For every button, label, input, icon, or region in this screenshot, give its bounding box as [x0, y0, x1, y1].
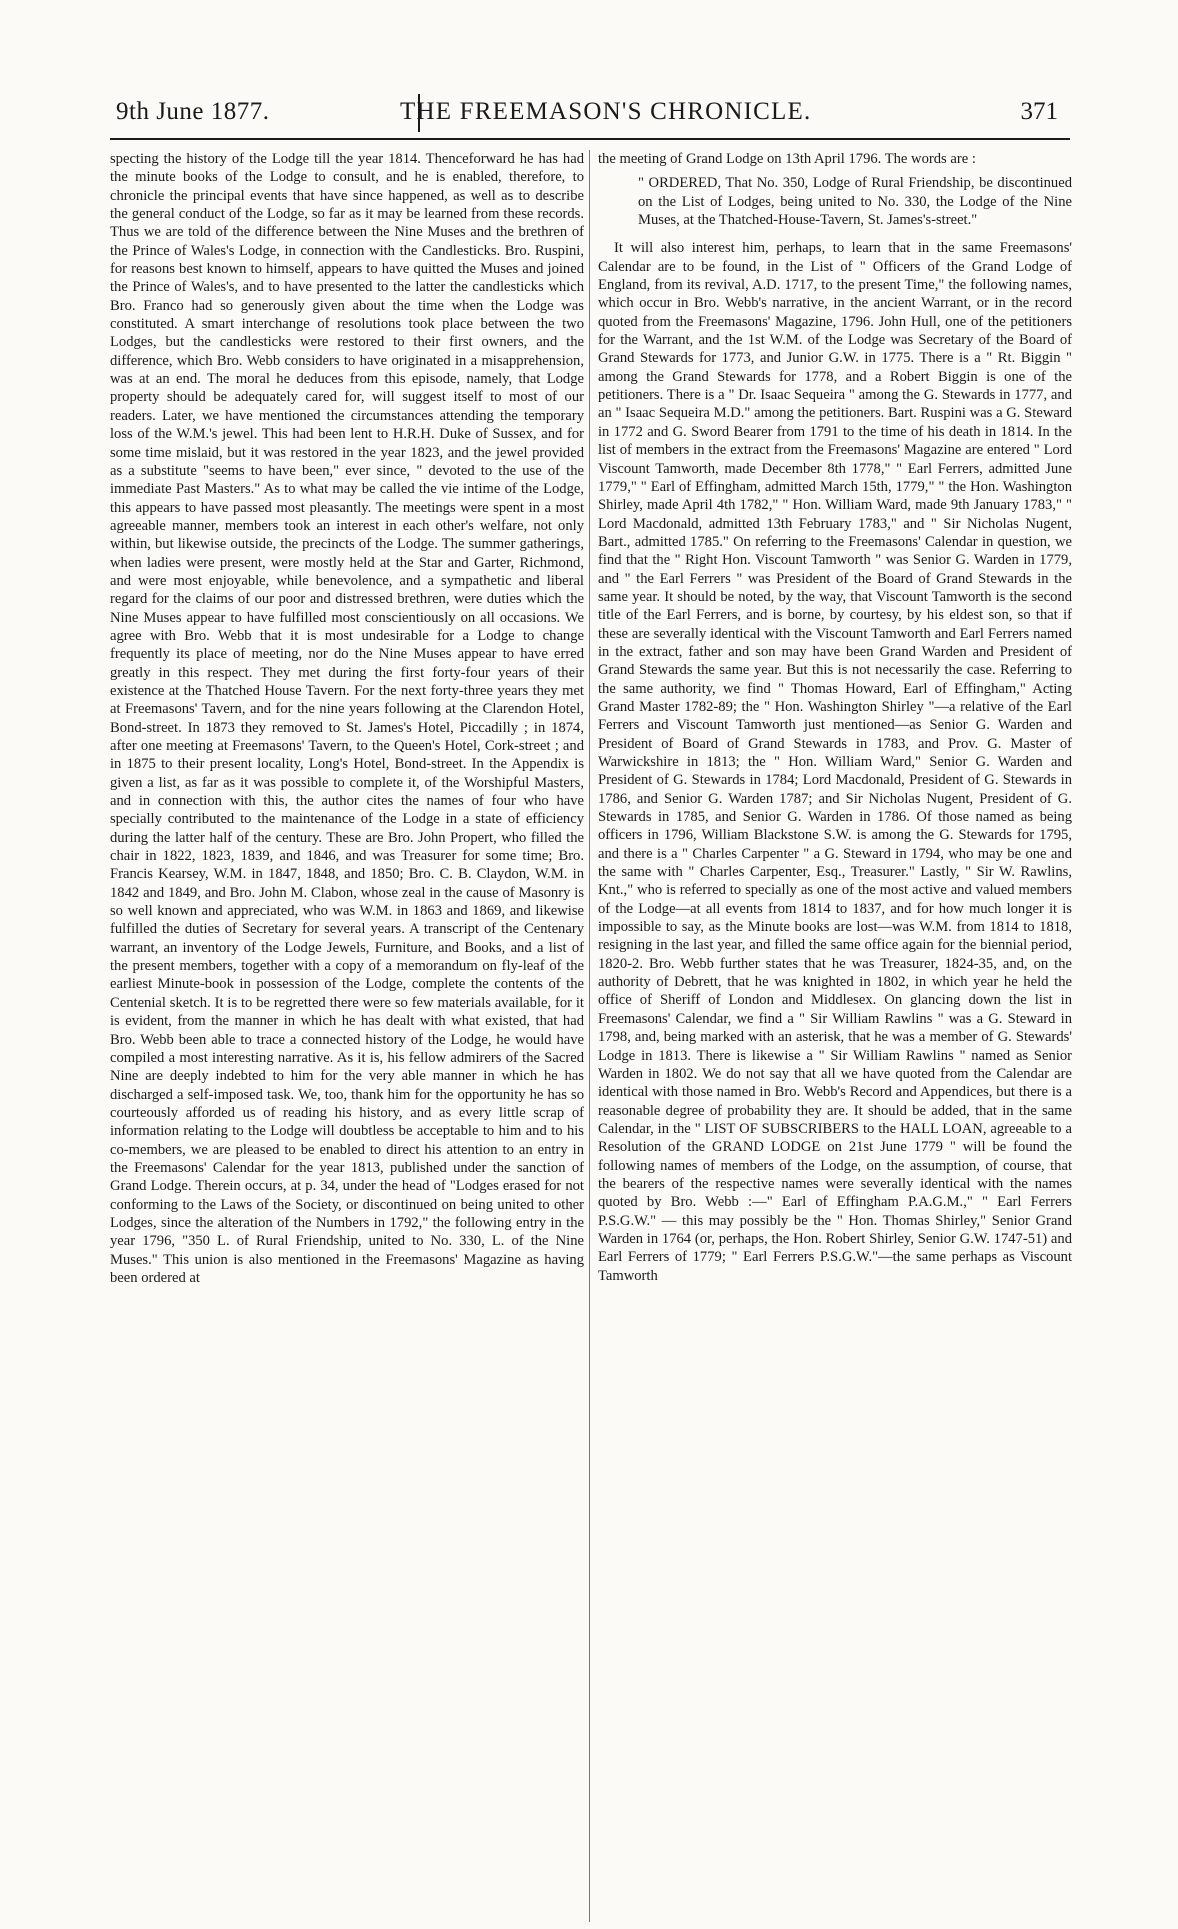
grand-lodge-order-quote: " ORDERED, That No. 350, Lodge of Rural Friendship, be discontinued on the List of Lodges, being united to No. 330, the Lodge of the Nine Muses, at the Thatched-House-Tavern, St. James's-street." [638, 175, 1072, 229]
left-column [110, 150, 584, 1922]
page-number: 371 [1020, 98, 1058, 125]
left-paragraph-1: specting the history of the Lodge till the year 1814. Thenceforward he has had the minute books of the Lodge to consult, and he is enabled, therefore, to chronicle the principal events that have since happened, as well as to describe the general conduct of the Lodge, so far as it may be learned from these records. Thus we are told of the difference between the Nine Muses and the brethren of the Prince of Wales's Lodge, in connection with the Candlesticks. Bro. Ruspini, for reasons best known to himself, appears to have quitted the Muses and joined the Prince of Wales's, and to have presented to the latter the candlesticks which Bro. Franco had so generously given about the time when the Lodge was constituted. A smart interchange of resolutions took place between the two Lodges, but the candlesticks were restored to their first owners, and the difference, which Bro. Webb considers to have originated in a misapprehension, was at an end. The moral he deduces from this episode, namely, that Lodge property should be adequately cared for, will suggest itself to most of our readers. Later, we have mentioned the circumstances attending the temporary loss of the W.M.'s jewel. This had been lent to H.R.H. Duke of Sussex, and for some time mislaid, but it was restored in the year 1823, and the jewel provided as a substitute "seems to have been," ever since, " devoted to the use of the immediate Past Masters." As to what may be called the vie intime of the Lodge, this appears to have passed most pleasantly. The meetings were spent in a most agreeable manner, members took an interest in each other's welfare, not only within, but likewise outside, the precincts of the Lodge. The summer gatherings, when ladies were present, were mostly held at the Star and Garter, Richmond, and were most enjoyable, while benevolence, and a sympathetic and liberal regard for the claims of our poor and distressed brethren, were duties which the Nine Muses appear to have fulfilled most conscientiously on all occasions. We agree with Bro. Webb that it is most undesirable for a Lodge to change frequently its place of meeting, nor do the Nine Muses appear to have erred greatly in this respect. They met during the first forty-four years of their existence at the Thatched House Tavern. For the next forty-three years they met at Freemasons' Tavern, and for the nine years following at the Clarendon Hotel, Bond-street. In 1873 they removed to St. James's Hotel, Piccadilly ; in 1874, after one meeting at Freemasons' Tavern, to the Queen's Hotel, Cork-street ; and in 1875 to their present locality, Long's Hotel, Bond-street. In the Appendix is given a list, as far as it was possible to complete it, of the Worshipful Masters, and in connection with this, the author cites the names of four who have specially contributed to the maintenance of the Lodge in a state of efficiency during the latter half of the century. These are Bro. John Propert, who filled the chair in 1822, 1823, 1839, and 1846, and was Treasurer for some time; Bro. Francis Kearsey, W.M. in 1847, 1848, and 1850; Bro. C. B. Claydon, W.M. in 1842 and 1849, and Bro. John M. Clabon, whose zeal in the cause of Masonry is so well known and appreciated, who was W.M. in 1863 and 1869, and likewise fulfilled the duties of Secretary for several years. A transcript of the Centenary warrant, an inventory of the Lodge Jewels, Furniture, and Books, and a list of the present members, together with a copy of a memorandum on fly-leaf of the earliest Minute-book in possession of the Lodge, complete the contents of the Centenial sketch. It is to be regretted there were so few materials available, for it is evident, from the manner in which he has dealt with what existed, that had Bro. Webb been able to trace a connected history of the Lodge, he would have compiled a most interesting narrative. As it is, his fellow admirers of the Sacred Nine are deeply indebted to him for the very able manner in which he has discharged a self-imposed task. We, too, thank him for the opportunity he has so courteously afforded us of reading his history, and as every little scrap of information relating to the Lodge will doubtless be acceptable to him and to his co-members, we are pleased to be enabled to direct his attention to an entry in the Freemasons' Calendar for the year 1813, published under the sanction of Grand Lodge. Therein occurs, at p. 34, under the head of "Lodges erased for not conforming to the Laws of the Society, or discontinued on being united to other Lodges, since the alteration of the Numbers in 1792," the following entry in the year 1796, "350 L. of Rural Friendship, united to No. 330, L. of the Nine Muses." This union is also mentioned in the Freemasons' Magazine as having been ordered at [110, 151, 584, 1286]
right-paragraph-1: the meeting of Grand Lodge on 13th April 1796. The words are : [598, 151, 976, 167]
issue-date: 9th June 1877. [116, 98, 270, 125]
right-paragraph-2: It will also interest him, perhaps, to learn that in the same Freemasons' Calendar are to be found, in the List of " Officers of the Grand Lodge of England, from its revival, A.D. 1717, to the present Time," the following names, which occur in Bro. Webb's narrative, in the ancient Warrant, or in the record quoted from the Freemasons' Magazine, 1796. John Hull, one of the petitioners for the Warrant, and the 1st W.M. of the Lodge was Secretary of the Board of Grand Stewards for 1773, and Junior G.W. in 1775. There is a " Rt. Biggin " among the Grand Stewards for 1778, and a Robert Biggin is one of the petitioners. There is a " Dr. Isaac Sequeira " among the G. Stewards in 1777, and an " Isaac Sequeira M.D." among the petitioners. Bart. Ruspini was a G. Steward in 1772 and G. Sword Bearer from 1791 to the time of his death in 1814. In the list of members in the extract from the Freemasons' Magazine are entered " Lord Viscount Tamworth, made December 8th 1778," " Earl Ferrers, admitted June 1779," " Earl of Effingham, admitted March 15th, 1779," " the Hon. Washington Shirley, made April 4th 1782," " Hon. William Ward, made 9th January 1783," " Lord Macdonald, admitted 13th February 1783," and " Sir Nicholas Nugent, Bart., admitted 1785." On referring to the Freemasons' Calendar in question, we find that the " Right Hon. Viscount Tamworth " was Senior G. Warden in 1779, and " the Earl Ferrers " was President of the Board of Grand Stewards in the same year. It should be noted, by the way, that Viscount Tamworth is the second title of the Earl Ferrers, and is borne, by courtesy, by his eldest son, so that if these are severally identical with the Viscount Tamworth and Earl Ferrers named in the extract, father and son may have been Grand Warden and President of Grand Stewards the same year. But this is not necessarily the case. Referring to the same authority, we find " Thomas Howard, Earl of Effingham," Acting Grand Master 1782-89; the " Hon. Washington Shirley "—a relative of the Earl Ferrers and Viscount Tamworth just mentioned—as Senior G. Warden and President of Board of Grand Stewards in 1783, and Prov. G. Master of Warwickshire in 1813; the " Hon. William Ward," Senior G. Warden and President of G. Stewards in 1784; Lord Macdonald, President of G. Stewards in 1786, and Senior G. Warden 1787; and Sir Nicholas Nugent, President of G. Stewards in 1785, and Senior G. Warden in 1786. Of those named as being officers in 1796, William Blackstone S.W. is among the G. Stewards for 1795, and there is a " Charles Carpenter " a G. Steward in 1794, who may be one and the same with " Charles Carpenter, Esq., Treasurer." Lastly, " Sir W. Rawlins, Knt.," who is referred to specially as one of the most active and valued members of the Lodge—at all events from 1814 to 1837, and for how much longer it is impossible to say, as the Minute books are lost—was W.M. from 1814 to 1818, resigning in the last year, and filled the same office again for the biennial period, 1820-2. Bro. Webb further states that he was Treasurer, 1824-35, and, on the authority of Debrett, that he was knighted in 1802, in which year he held the office of Sheriff of London and Middlesex. On glancing down the list in Freemasons' Calendar, we find a " Sir William Rawlins " was a G. Steward in 1798, and, being marked with an asterisk, that he was a member of G. Stewards' Lodge in 1813. There is likewise a " Sir William Rawlins " named as Senior Warden in 1802. We do not say that all we have quoted from the Calendar are identical with those named in Bro. Webb's Record and Appendices, but there is a reasonable degree of probability they are. It should be added, that in the same Calendar, in the " LIST OF SUBSCRIBERS to the HALL LOAN, agreeable to a Resolution of the GRAND LODGE on 21st June 1779 " will be found the following names of members of the Lodge, on the assumption, of course, that the bearers of the respective names were severally identical with the names quoted by Bro. Webb :—" Earl of Effingham P.A.G.M.," " Earl Ferrers P.S.G.W." — this may possibly be the " Hon. Thomas Shirley," Senior Grand Warden in 1764 (or, perhaps, the Hon. Robert Shirley, Senior G.W. 1747-51) and Earl Ferrers of 1779; " Earl Ferrers P.S.G.W."—the same perhaps as Viscount Tamworth [598, 240, 1072, 1284]
column-rule [589, 150, 590, 1922]
masthead [110, 92, 1070, 140]
publication-title: THE FREEMASON'S CHRONICLE. [400, 98, 812, 125]
right-column [598, 150, 1072, 1922]
